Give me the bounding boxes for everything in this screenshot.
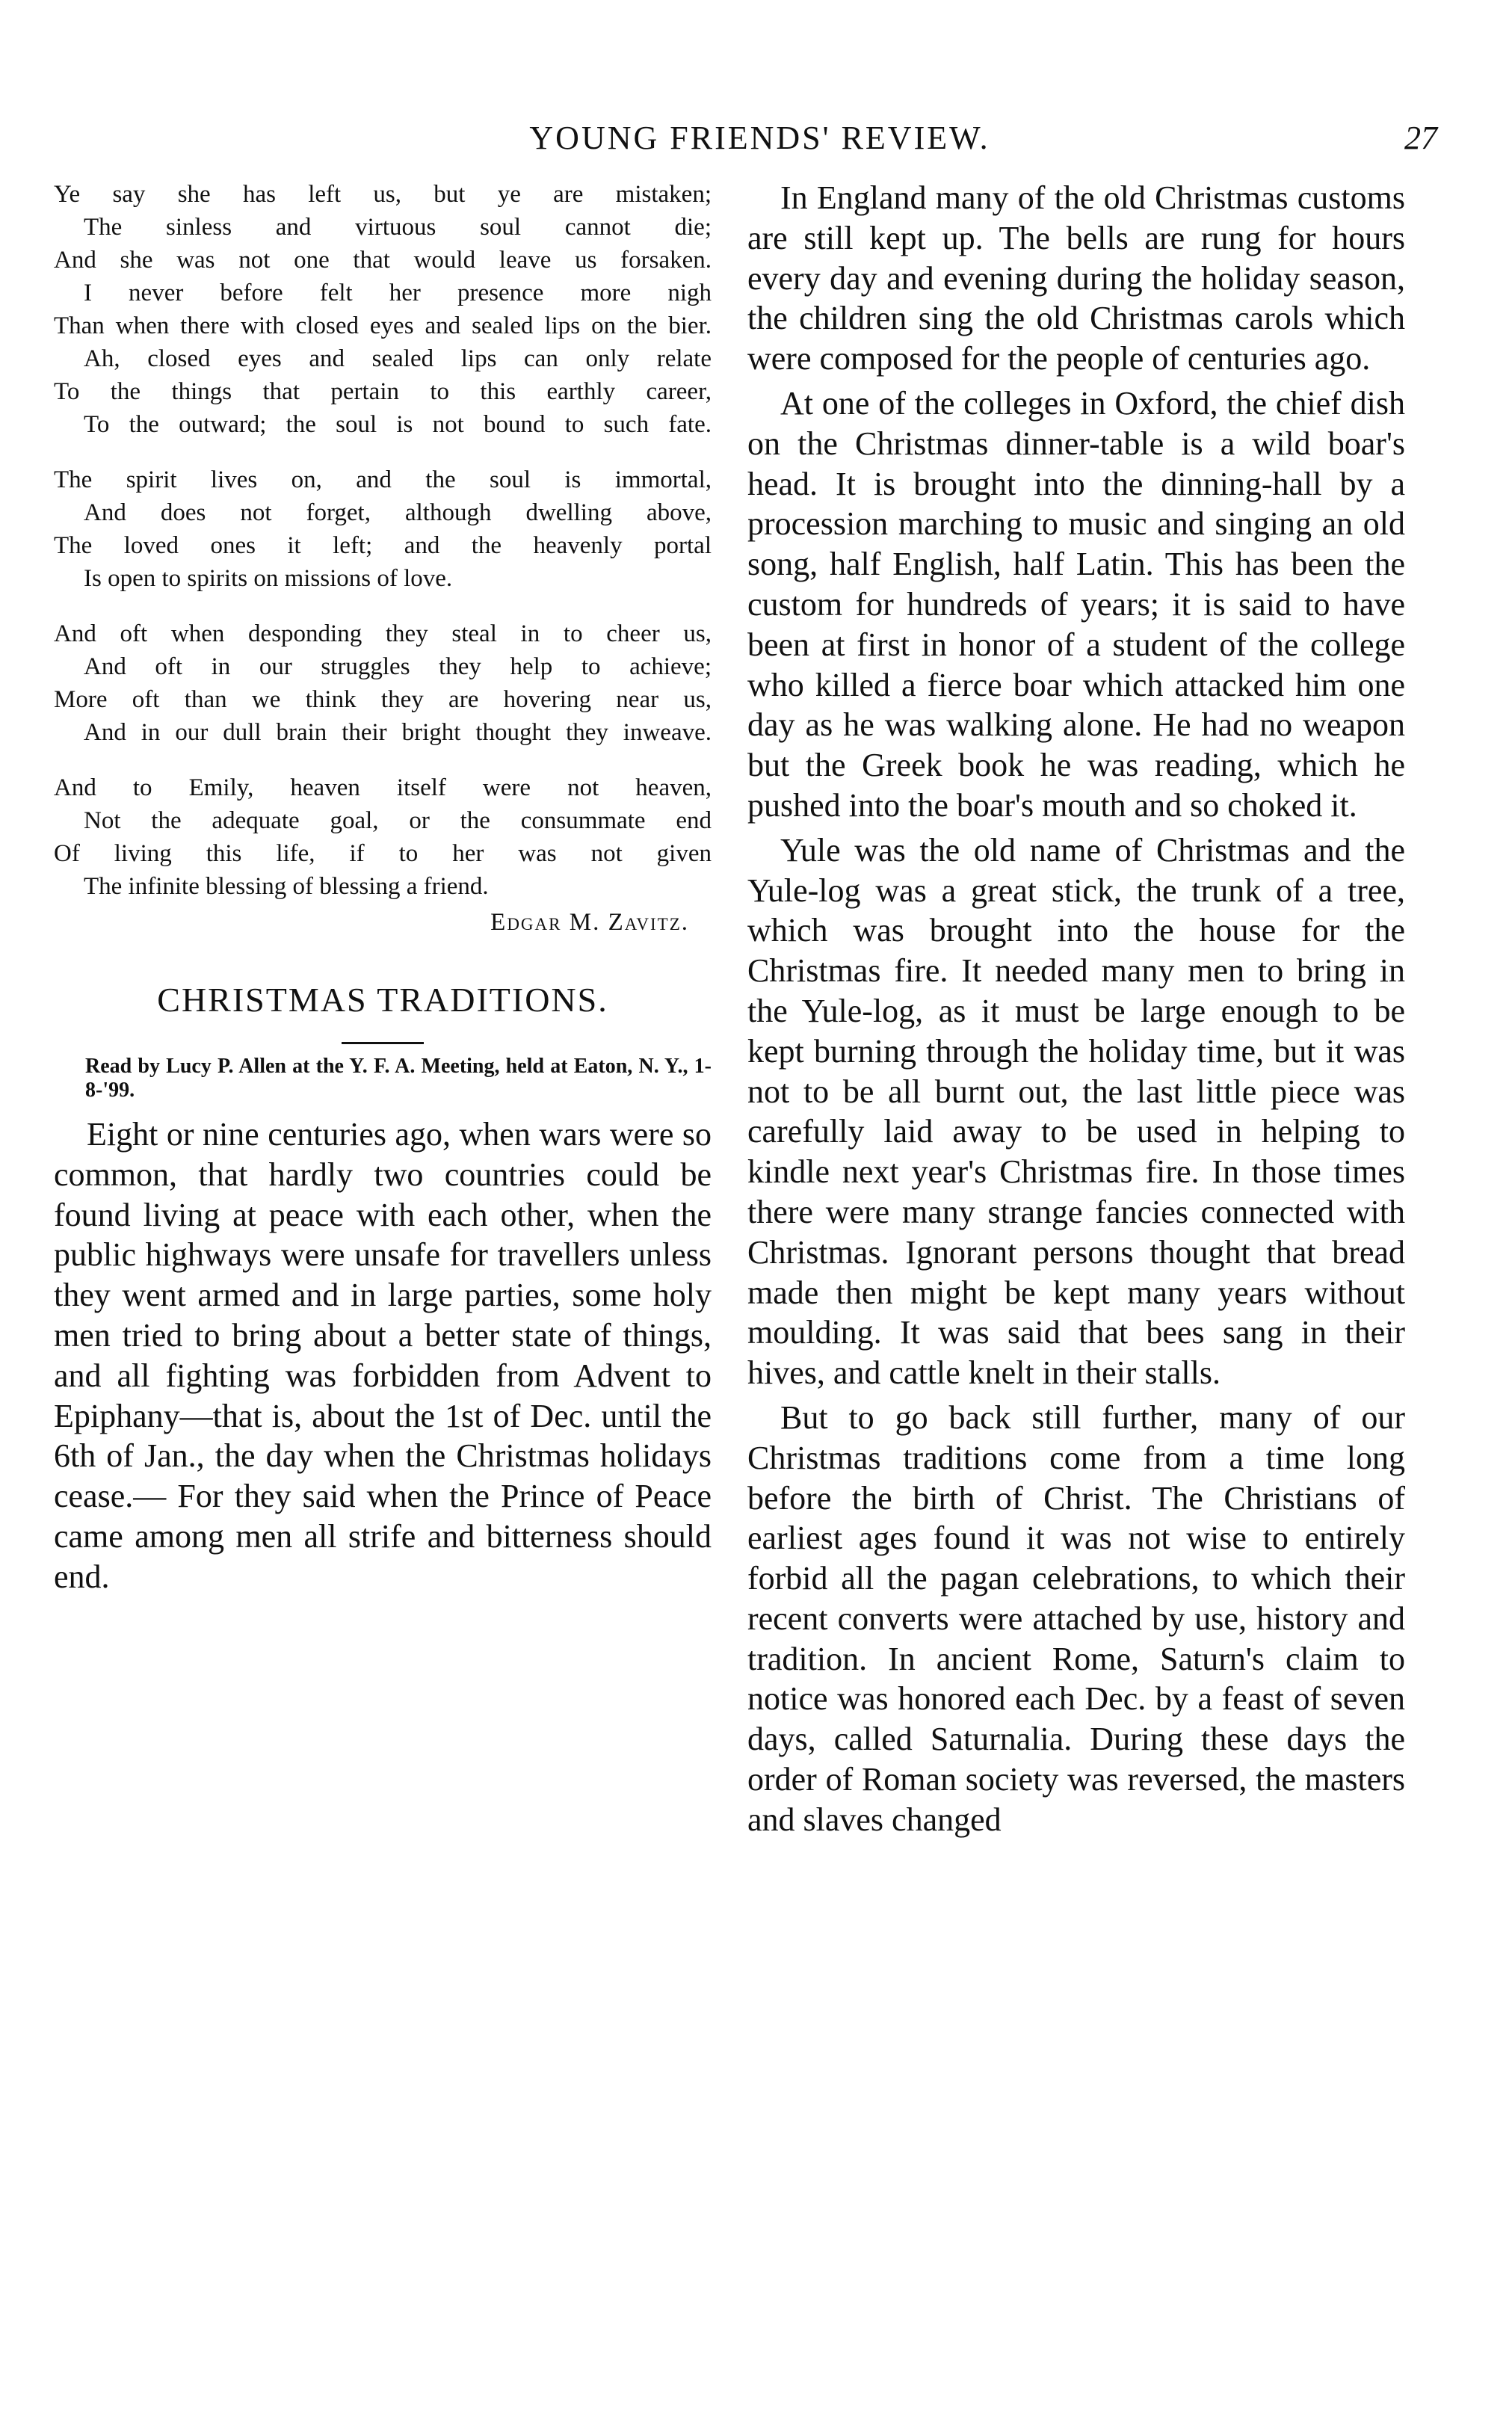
poem (54, 178, 712, 939)
article-paragraph: Eight or nine centuries ago, when wars were so common, that hardly two countries could be found living at peace with each other, when the public highways were unsafe for travellers unless they went armed and in large parties, some holy men tried to bring about a better state of things, and all fighting was forbidden from Advent to Epiphany—that is, about the 1st of Dec. until the 6th of Jan., the day when the Christmas holidays cease.— For they said when the Prince of Peace came among men all strife and bitterness should end. (54, 1116, 712, 1595)
poem-line: And oft in our struggles they help to achieve; (84, 653, 712, 680)
poem-line: Is open to spirits on missions of love. (84, 565, 453, 592)
running-title: YOUNG FRIENDS' REVIEW. (529, 120, 990, 156)
title-rule (342, 1042, 424, 1044)
poem-stanza (54, 463, 712, 595)
poem-line: Not the adequate goal, or the consummate end (84, 807, 712, 834)
poem-line: And does not forget, although dwelling above, (84, 499, 712, 526)
poem-line: And in our dull brain their bright thought they inweave. (84, 719, 712, 746)
article-paragraph: At one of the colleges in Oxford, the chief dish on the Christmas dinner-table is a wild boar's head. It is brought into the dinning-hall by a procession marching to music and singing an old song, half English, half Latin. This has been the custom for hundreds of years; it is said to have been at first in honor of a student of the college who killed a fierce boar which attacked him one day as he was walking alone. He had no weapon but the Greek book he was reading, which he pushed into the boar's mouth and so choked it. (747, 384, 1405, 824)
poem-line: To the outward; the soul is not bound to such fate. (84, 411, 712, 438)
article-paragraph: But to go back still further, many of our Christmas traditions come from a time long before the birth of Christ. The Christians of earliest ages found it was not wise to entirely forbid all the pagan celebrations, to which their recent converts were attached by use, history and tradition. In ancient Rome, Saturn's claim to notice was honored each Dec. by a feast of seven days, called Saturnalia. During these days the order of Roman society was reversed, the masters and slaves changed (747, 1398, 1405, 1838)
poem-line: The loved ones it left; and the heavenly portal (54, 532, 712, 559)
poem-line: I never before felt her presence more nigh (84, 280, 712, 306)
poem-line: And oft when desponding they steal in to cheer us, (54, 620, 712, 647)
article-title: CHRISTMAS TRADITIONS. (157, 981, 608, 1019)
article-paragraph: Yule was the old name of Christmas and the Yule-log was a great stick, the trunk of a tree, which was brought into the house for the Christmas fire. It needed many men to bring in the Yule-log, as it must be large enough to be kept burning through the holiday time, but it was not to be all burnt out, the last little piece was carefully laid away to be used in helping to kindle next year's Christmas fire. In those times there were many strange fancies connected with Christmas. Ignorant persons thought that bread made then might be kept many years without moulding. It was said that bees sang in their hives, and cattle knelt in their stalls. (747, 831, 1405, 1392)
poem-line: To the things that pertain to this earthly career, (54, 378, 712, 405)
poem-line: And she was not one that would leave us forsaken. (54, 247, 712, 274)
right-column (747, 178, 1405, 1845)
page-number: 27 (1404, 120, 1437, 156)
left-column (54, 178, 712, 1597)
poem-line: The spirit lives on, and the soul is immortal, (54, 466, 712, 493)
poem-line: The sinless and virtuous soul cannot die; (84, 214, 712, 241)
poem-line: Than when there with closed eyes and sealed lips on the bier. (54, 312, 712, 339)
poem-line: And to Emily, heaven itself were not heaven, (54, 774, 712, 801)
poem-stanza (54, 617, 712, 749)
poem-stanza (54, 771, 712, 903)
running-head (52, 112, 1467, 164)
poem-line: More oft than we think they are hovering near us, (54, 686, 712, 713)
poem-line: Of living this life, if to her was not given (54, 840, 712, 867)
article-paragraph: In England many of the old Christmas customs are still kept up. The bells are rung for hours every day and evening during the holiday season, the children sing the old Christmas carols which were composed for the people of centuries ago. (747, 179, 1405, 377)
poem-line: Ah, closed eyes and sealed lips can only relate (84, 345, 712, 372)
poem-line: Ye say she has left us, but ye are mistaken; (54, 181, 712, 208)
poem-stanza (54, 178, 712, 441)
poem-author: Edgar M. Zavitz. (490, 909, 689, 936)
poem-line: The infinite blessing of blessing a friend. (84, 873, 489, 900)
article-byline: Read by Lucy P. Allen at the Y. F. A. Meeting, held at Eaton, N. Y., 1-8-'99. (85, 1055, 712, 1102)
